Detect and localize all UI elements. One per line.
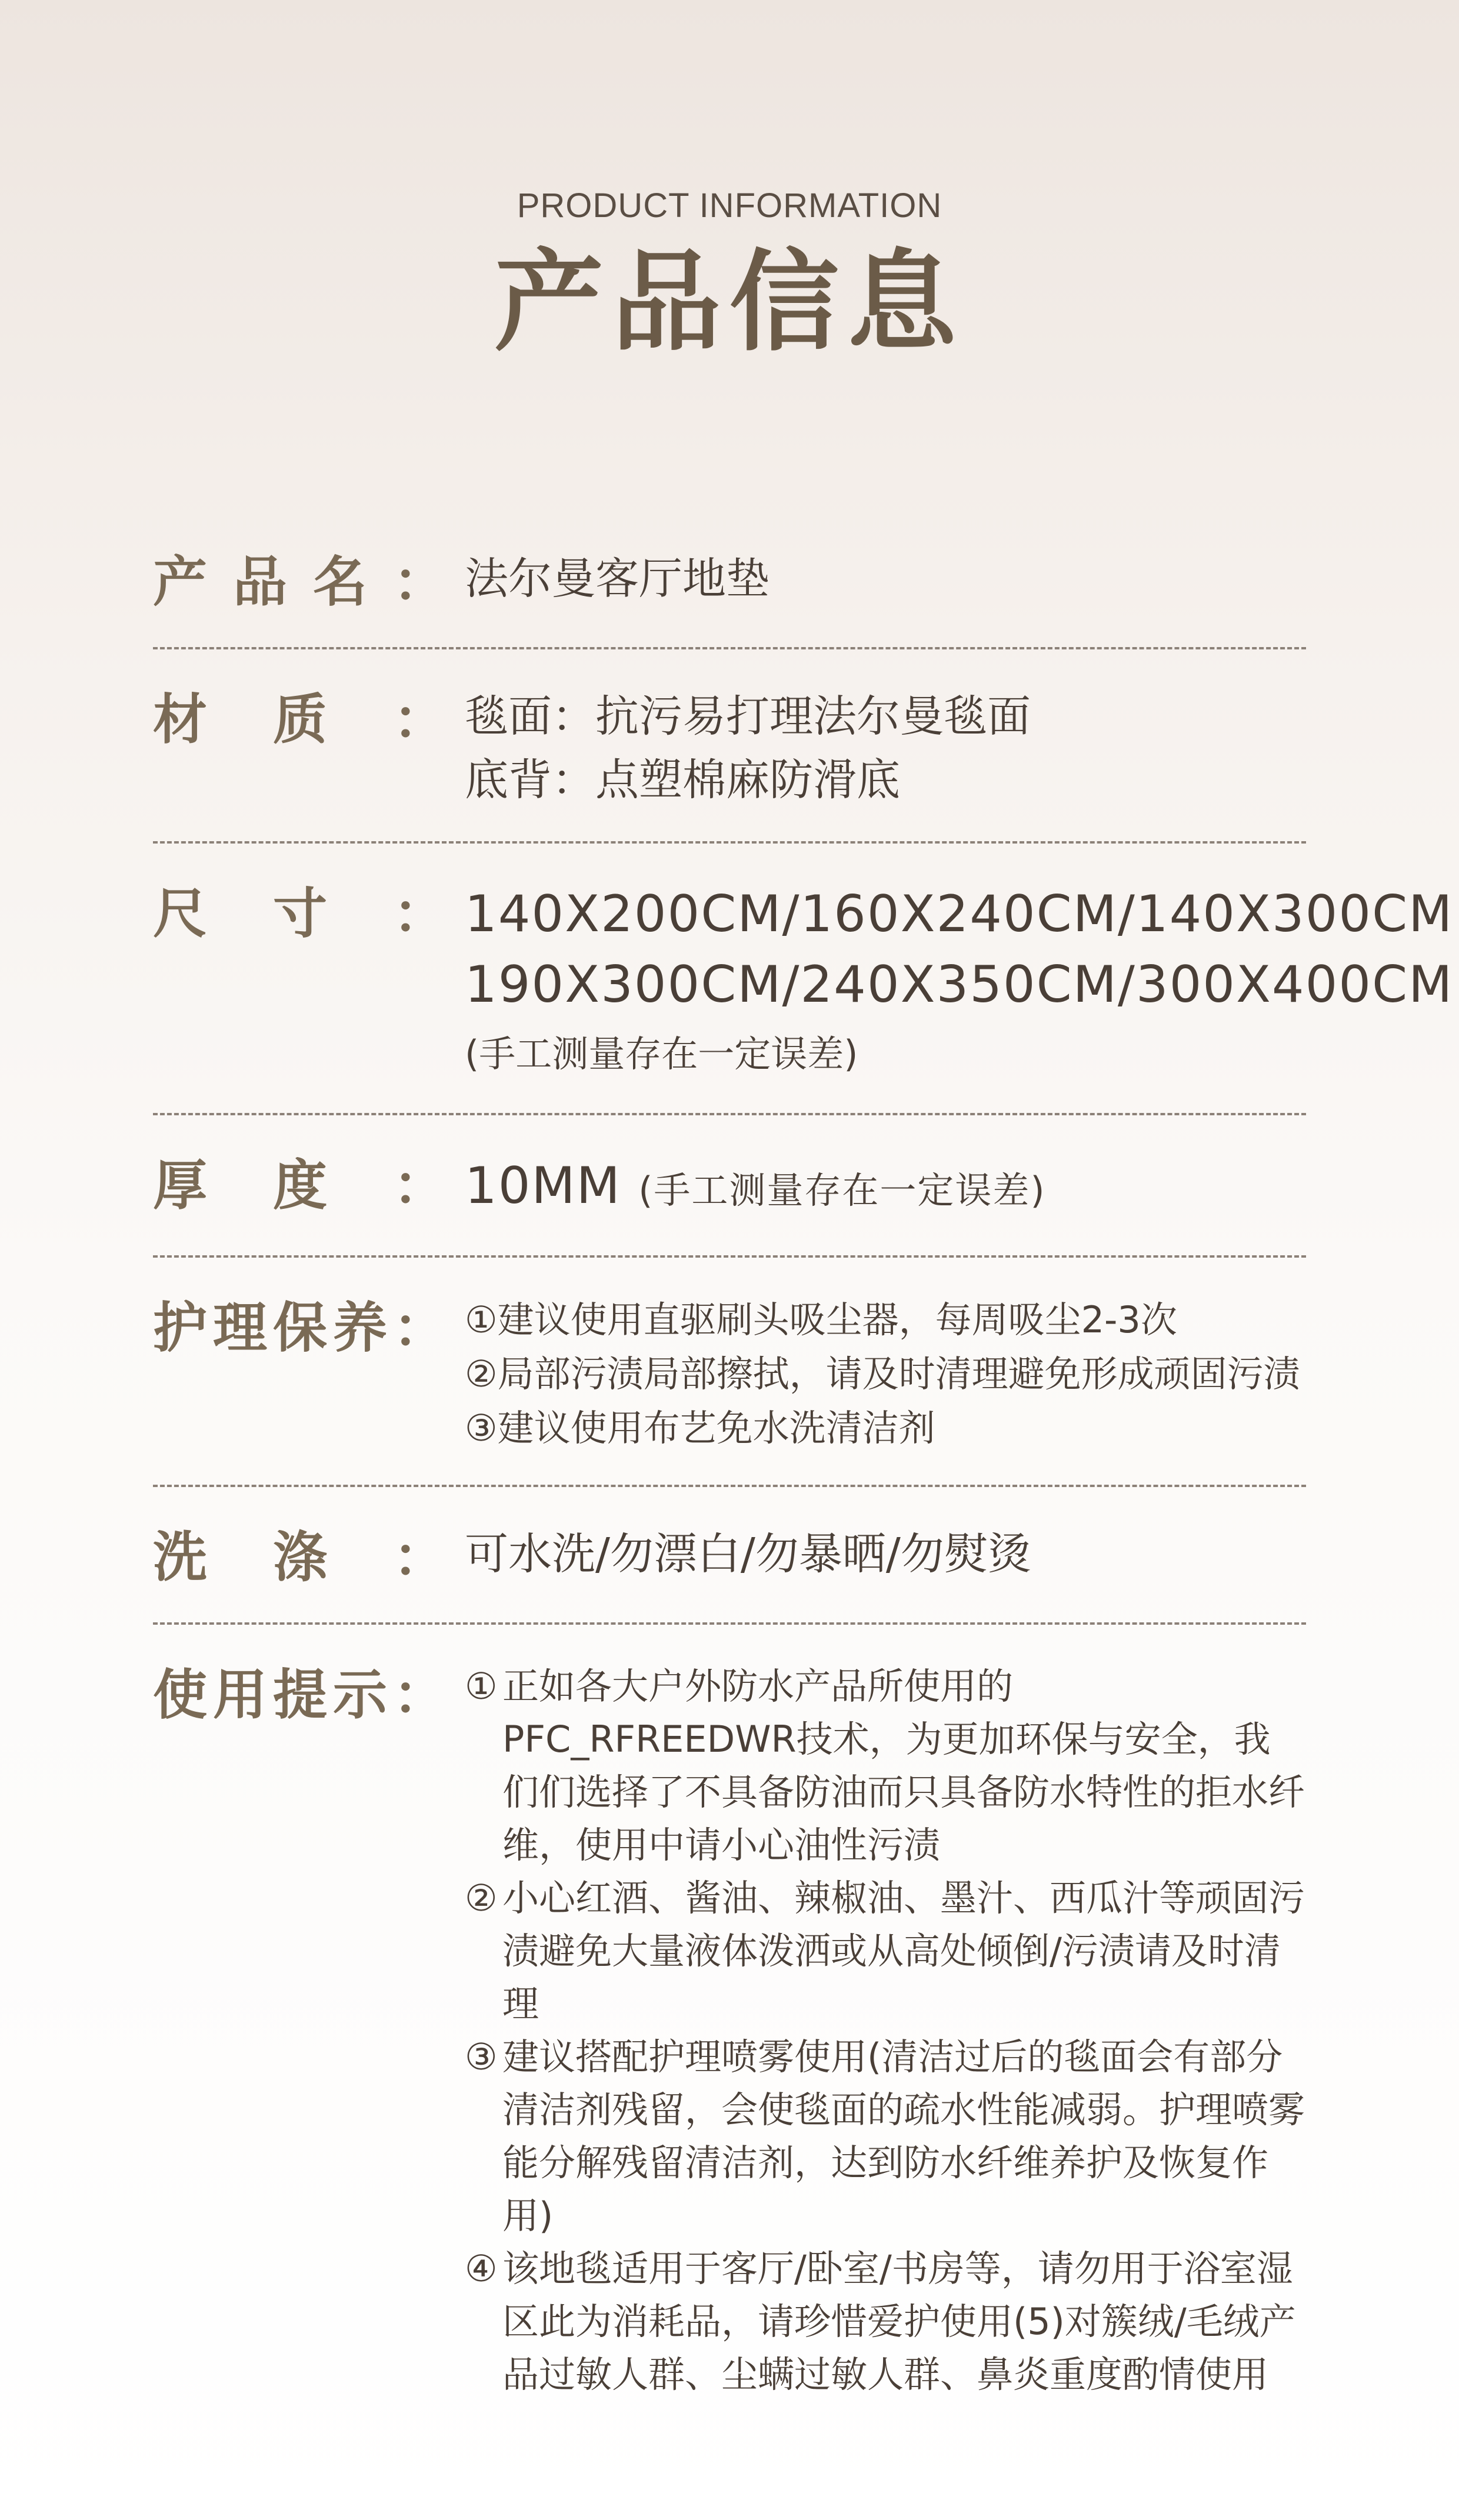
section-subtitle: PRODUCT INFORMATION <box>517 186 942 225</box>
tip-marker: ③ <box>465 2035 498 2078</box>
row-label <box>153 1522 465 1593</box>
row-washing <box>153 1487 1306 1625</box>
row-usage-tips <box>153 1625 1306 2431</box>
label-colon: ： <box>392 882 447 945</box>
label-char: 保 <box>272 1296 327 1359</box>
row-value <box>465 1522 1306 1586</box>
care-item: ③建议使用布艺免水洗清洁剂 <box>465 1406 935 1449</box>
label-char: 用 <box>212 1664 267 1726</box>
header <box>0 182 1459 367</box>
size-note: (手工测量存在一定误差) <box>465 1032 858 1075</box>
info-table <box>153 529 1454 2431</box>
tip-text: 正如各大户外防水产品所使用的PFC_RFREEDWR技术，为更加环保与安全，我们们选择了不具备防油而只具备防水特性的拒水纤维，使用中请小心油性污渍 <box>502 1665 1305 1866</box>
row-care <box>153 1258 1306 1487</box>
thickness-note: (手工测量存在一定误差) <box>638 1169 1046 1212</box>
thickness-line <box>465 1151 1306 1226</box>
row-value <box>465 547 1306 611</box>
row-thickness <box>153 1115 1306 1258</box>
row-value <box>465 1151 1306 1226</box>
tip-item <box>465 2031 1306 2242</box>
row-label <box>153 879 465 949</box>
label-char: 护 <box>153 1296 208 1359</box>
tip-text: 该地毯适用于客厅/卧室/书房等，请勿用于浴室湿区此为消耗品，请珍惜爱护使用(5)对簇绒/毛绒产品过敏人群、尘螨过敏人群、鼻炎重度酌情使用 <box>502 2247 1296 2396</box>
label-char: 涤 <box>272 1526 327 1589</box>
label-char: 名 <box>312 551 367 614</box>
label-char: 品 <box>232 551 287 614</box>
label-colon: ： <box>392 1296 447 1359</box>
label-char: 洗 <box>153 1526 208 1589</box>
tip-item <box>465 1872 1306 2031</box>
row-value <box>465 1660 1306 2401</box>
row-value <box>465 685 1306 812</box>
page-title: 产品信息 <box>494 238 965 366</box>
label-colon: ： <box>392 1664 447 1726</box>
tip-text: 小心红酒、酱油、辣椒油、墨汁、西瓜汁等顽固污渍避免大量液体泼洒或从高处倾倒/污渍请及时清理 <box>502 1876 1305 2025</box>
label-char: 质 <box>272 688 327 751</box>
washing-value: 可水洗/勿漂白/勿暴晒/勿熨烫 <box>465 1529 1031 1579</box>
material-surface: 毯面：抗污易打理法尔曼毯面 <box>465 691 1031 742</box>
label-colon: ： <box>392 688 447 751</box>
tip-text: 建议搭配护理喷雾使用(清洁过后的毯面会有部分清洁剂残留，会使毯面的疏水性能减弱。护理喷雾能分解残留清洁剂，达到防水纤维养护及恢复作用) <box>502 2035 1305 2237</box>
label-char: 寸 <box>272 882 327 945</box>
label-char: 尺 <box>153 882 208 945</box>
row-product-name <box>153 529 1306 649</box>
label-char: 示 <box>332 1664 387 1726</box>
material-backing: 底背：点塑棉麻防滑底 <box>465 755 900 805</box>
label-char: 厚 <box>153 1154 208 1217</box>
size-list-1: 140X200CM/160X240CM/140X300CM <box>465 885 1454 944</box>
tip-marker: ② <box>465 1876 498 1919</box>
label-char: 提 <box>272 1664 327 1726</box>
tip-marker: ① <box>465 1665 498 1708</box>
tip-marker: ④ <box>465 2247 498 2290</box>
row-value <box>465 879 1453 1084</box>
row-label <box>153 547 465 618</box>
row-material <box>153 649 1306 844</box>
row-value <box>465 1293 1306 1455</box>
label-char: 材 <box>153 688 208 751</box>
label-colon: ： <box>392 1526 447 1589</box>
label-char: 产 <box>153 551 208 614</box>
row-size <box>153 844 1454 1115</box>
size-list-2: 190X300CM/240X350CM/300X400CM <box>465 955 1454 1014</box>
label-colon: ： <box>392 551 447 614</box>
row-label <box>153 1660 465 1731</box>
label-char: 养 <box>332 1296 387 1359</box>
label-colon: ： <box>392 1154 447 1217</box>
tip-item <box>465 2242 1306 2401</box>
tip-item <box>465 1660 1306 1872</box>
product-name-value: 法尔曼客厅地垫 <box>465 554 770 604</box>
care-item: ①建议使用直驱刷头吸尘器，每周吸尘2-3次 <box>465 1298 1177 1341</box>
label-char: 度 <box>272 1154 327 1217</box>
label-char: 使 <box>153 1664 208 1726</box>
care-item: ②局部污渍局部擦拭，请及时清理避免形成顽固污渍 <box>465 1352 1300 1395</box>
label-char: 理 <box>212 1296 267 1359</box>
thickness-value: 10MM <box>465 1156 621 1215</box>
row-label <box>153 1151 465 1221</box>
row-label <box>153 685 465 755</box>
row-label <box>153 1293 465 1364</box>
